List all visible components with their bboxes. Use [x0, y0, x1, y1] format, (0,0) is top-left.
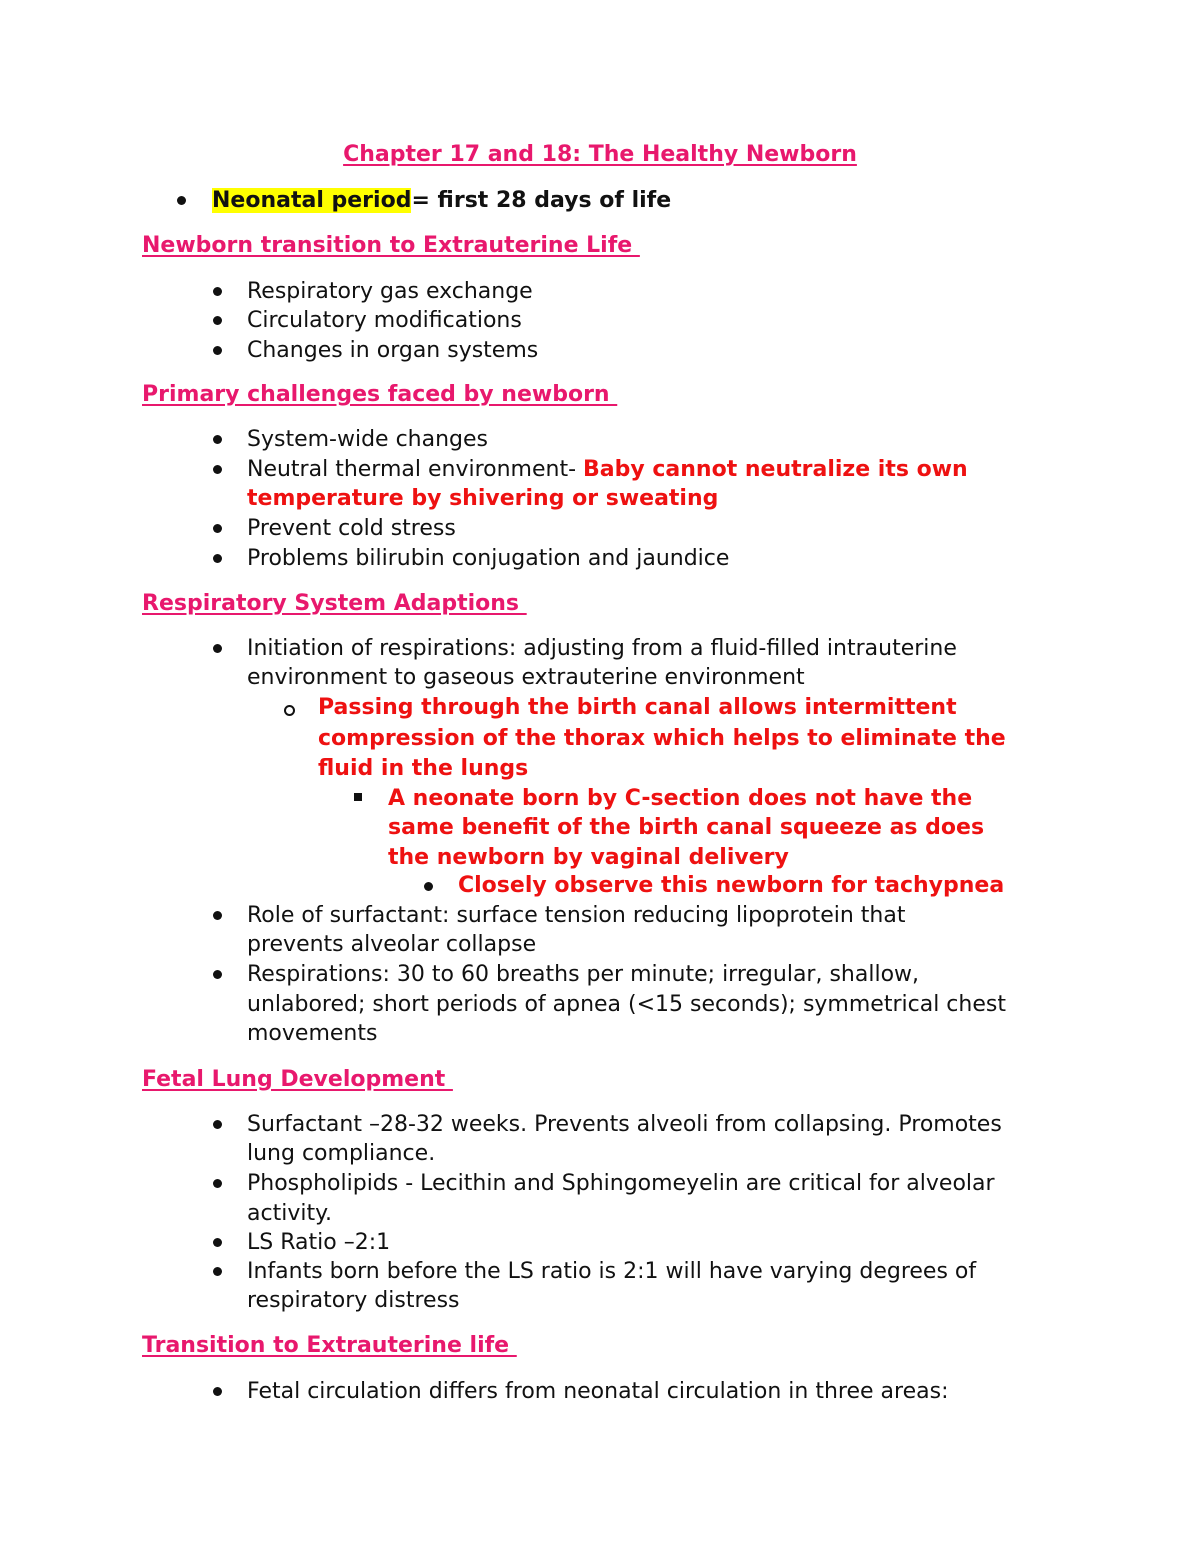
list-item: Surfactant –28-32 weeks. Prevents alveoli from collapsing. Promotes — [247, 1112, 1002, 1137]
intro-line — [212, 186, 671, 216]
bullet-icon — [213, 1120, 222, 1129]
list-item-continuation: fluid in the lungs — [318, 756, 529, 781]
emphasis-text: Baby cannot neutralize its own — [583, 457, 968, 482]
section-heading: Primary challenges faced by newborn — [142, 382, 618, 407]
list-item: Respirations: 30 to 60 breaths per minute; irregular, shallow, — [247, 962, 920, 987]
list-item: Circulatory modifications — [247, 308, 522, 333]
list-item: Changes in organ systems — [247, 338, 539, 363]
bullet-icon — [213, 435, 222, 444]
bullet-icon — [177, 196, 186, 205]
list-item: Role of surfactant: surface tension reducing lipoprotein that — [247, 903, 906, 928]
list-item-continuation: movements — [247, 1021, 378, 1046]
intro-definition: = first 28 days of life — [411, 188, 672, 213]
list-item-continuation: environment to gaseous extrauterine environment — [247, 665, 805, 690]
bullet-icon — [213, 346, 222, 355]
bullet-icon — [213, 911, 222, 920]
section-heading: Newborn transition to Extrauterine Life — [142, 233, 640, 258]
bullet-icon — [213, 465, 222, 474]
section-heading: Respiratory System Adaptions — [142, 591, 527, 616]
bullet-icon — [213, 554, 222, 563]
bullet-icon — [213, 644, 222, 653]
page-title: Chapter 17 and 18: The Healthy Newborn — [343, 142, 857, 167]
list-item-continuation: compression of the thorax which helps to eliminate the — [318, 726, 1006, 751]
ring-bullet-icon — [284, 705, 295, 716]
bullet-icon — [213, 970, 222, 979]
list-item-continuation: prevents alveolar collapse — [247, 932, 537, 957]
list-item: Fetal circulation differs from neonatal circulation in three areas: — [247, 1379, 949, 1404]
list-item: Phospholipids - Lecithin and Sphingomeyelin are critical for alveolar — [247, 1171, 995, 1196]
bullet-icon — [213, 1387, 222, 1396]
bullet-icon — [424, 882, 433, 891]
list-item-text: Neutral thermal environment- — [247, 457, 584, 482]
square-bullet-icon — [354, 793, 362, 801]
bullet-icon — [213, 287, 222, 296]
bullet-icon — [213, 524, 222, 533]
list-item: System-wide changes — [247, 427, 489, 452]
section-heading: Fetal Lung Development — [142, 1067, 453, 1092]
list-item-continuation: lung compliance. — [247, 1141, 436, 1166]
list-item: Respiratory gas exchange — [247, 279, 533, 304]
emphasis-text: temperature by shivering or sweating — [247, 486, 719, 511]
bullet-icon — [213, 1238, 222, 1247]
list-item-continuation: unlabored; short periods of apnea (<15 seconds); symmetrical chest — [247, 992, 1006, 1017]
list-item-continuation: respiratory distress — [247, 1288, 460, 1313]
list-item: Problems bilirubin conjugation and jaundice — [247, 546, 730, 571]
list-item — [247, 455, 968, 485]
highlighted-term: Neonatal period — [212, 188, 412, 213]
bullet-icon — [213, 1179, 222, 1188]
list-item: LS Ratio –2:1 — [247, 1230, 391, 1255]
list-item: A neonate born by C-section does not have the — [388, 786, 973, 811]
list-item: Closely observe this newborn for tachypnea — [458, 873, 1005, 898]
section-heading: Transition to Extrauterine life — [142, 1333, 517, 1358]
list-item-continuation: activity. — [247, 1201, 332, 1226]
list-item: Initiation of respirations: adjusting from a fluid-filled intrauterine — [247, 636, 957, 661]
bullet-icon — [213, 1267, 222, 1276]
list-item-continuation: the newborn by vaginal delivery — [388, 845, 789, 870]
list-item: Infants born before the LS ratio is 2:1 will have varying degrees of — [247, 1259, 977, 1284]
list-item: Passing through the birth canal allows intermittent — [318, 695, 957, 720]
list-item-continuation: same benefit of the birth canal squeeze as does — [388, 815, 985, 840]
list-item: Prevent cold stress — [247, 516, 456, 541]
bullet-icon — [213, 316, 222, 325]
